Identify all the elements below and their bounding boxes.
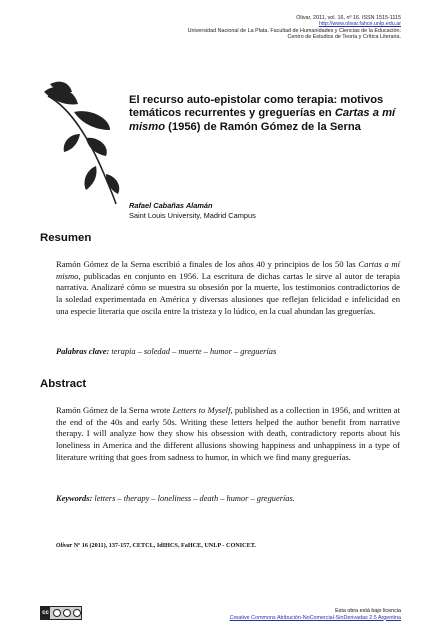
keywords-label: Keywords: xyxy=(56,494,93,503)
abstract-keywords xyxy=(56,493,400,504)
university-line: Universidad Nacional de La Plata. Facultad de Humanidades y Ciencias de la Educación. xyxy=(187,27,401,34)
creative-commons-badge[interactable] xyxy=(40,606,82,620)
abstract-text-2: , published as a collection in 1956, and written at the end of the 40s and early 50s. Writing these letters helped the author benefit from narrative therapy. I will analyze how they show his obsession with death, contradictory reports about his loneliness in America and the different allusions showing happiness and unhappiness in a type of literature writing that goes from sadness to humor, in which we find many greguerías. xyxy=(56,405,401,462)
noncommercial-icon xyxy=(63,609,71,617)
abstract-heading: Abstract xyxy=(40,378,87,390)
keywords-list: letters – therapy – loneliness – death – humor – greguerías. xyxy=(92,494,295,503)
noderivatives-icon xyxy=(73,609,81,617)
journal-header xyxy=(188,15,401,41)
resumen-italic-work: Cartas a mí mismo xyxy=(56,259,400,281)
resumen-keywords xyxy=(56,346,400,357)
resumen-paragraph xyxy=(56,259,400,318)
palabras-clave-label: Palabras clave: xyxy=(56,347,110,356)
author-block xyxy=(129,201,256,221)
journal-issue-line: Olivar, 2011, vol. 16, nº 16. ISSN 1515-1115 xyxy=(296,15,401,21)
title-italic-work: Cartas a mí mismo xyxy=(129,107,396,133)
license-intro: Esta obra está bajo licencia xyxy=(335,608,401,614)
palabras-clave-list: terapia – soledad – muerte – humor – greguerías xyxy=(109,347,277,356)
article-title xyxy=(129,94,401,134)
citation-journal: Olivar xyxy=(56,542,73,549)
resumen-text-2: , publicadas en conjunto en 1956. La escritura de dichas cartas le sirve al autor de terapia narrativa. Analizaré cómo se muestra su obsesión por la muerte, los testimonios contradictorios de la soledad experimentada en América y diversas alusiones que reflejan felicidad e infelicidad en una especie literaria que oscila entre la tristeza y lo lúdico, en la cual abundan las greguerías. xyxy=(56,270,400,316)
olive-branch-logo xyxy=(40,78,124,208)
journal-url-link[interactable]: http://www.olivar.fahce.unlp.edu.ar xyxy=(318,21,401,28)
attribution-icon xyxy=(53,609,61,617)
title-text-1: El recurso auto-epistolar como terapia: motivos temáticos recurrentes y greguerías en xyxy=(129,94,384,120)
citation-details: Nº 16 (2011), 137-157, CETCL, IdIHCS, FaHCE, UNLP - CONICET. xyxy=(72,542,256,549)
abstract-paragraph xyxy=(56,405,400,464)
citation-line xyxy=(56,542,256,550)
abstract-text-1: Ramón Gómez de la Serna wrote xyxy=(56,405,173,415)
author-name: Rafael Cabañas Alamán xyxy=(129,201,213,210)
title-text-2: (1956) de Ramón Gómez de la Serna xyxy=(165,120,361,133)
cc-logo-icon: cc xyxy=(41,607,50,619)
resumen-text-1: Ramón Gómez de la Serna escribió a finales de los años 40 y principios de los 50 las xyxy=(56,259,359,269)
resumen-heading: Resumen xyxy=(40,232,92,244)
license-notice xyxy=(230,608,401,621)
license-link[interactable]: Creative Commons Atribución-NoComercial-SinDerivadas 2.5 Argentina xyxy=(229,614,401,621)
author-affiliation: Saint Louis University, Madrid Campus xyxy=(129,211,256,220)
abstract-italic-work: Letters to Myself xyxy=(172,405,231,415)
research-center-line: Centro de Estudios de Teoría y Crítica Literaria. xyxy=(287,34,401,41)
